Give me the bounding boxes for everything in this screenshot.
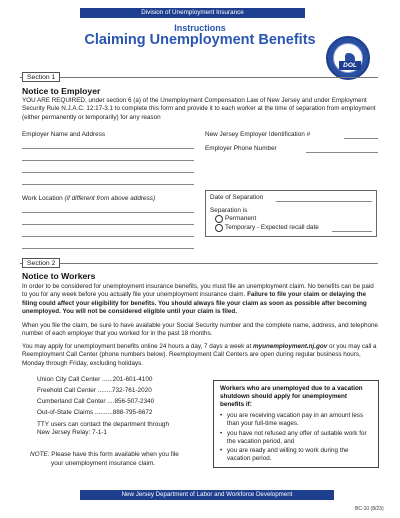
work-location-line-1[interactable]: [22, 212, 194, 213]
employer-name-line-4[interactable]: [22, 184, 194, 185]
employer-name-label: Employer Name and Address: [22, 131, 106, 138]
section1-paragraph: YOU ARE REQUIRED, under section 6 (a) of the Unemployment Compensation Law of New Jersey and under Employment Security Rule N.J.A.C. 12:17-3.1 to complete this form and provide it to each worker at the time of separation from employment (either permanently or temporarily) for any reason: [22, 97, 376, 121]
employer-id-label: New Jersey Employer Identification #: [205, 131, 311, 138]
section1-title: Notice to Employer: [22, 86, 101, 96]
employer-phone-label: Employer Phone Number: [205, 145, 277, 152]
temporary-label: Temporary - Expected recall date: [225, 224, 319, 231]
employer-name-line-3[interactable]: [22, 172, 194, 173]
section1-label: Section 1: [22, 72, 60, 82]
work-location-line-3[interactable]: [22, 236, 194, 237]
division-banner: Division of Unemployment Insurance: [80, 8, 305, 18]
employer-phone-field[interactable]: [306, 152, 378, 153]
separation-is-label: Separation is: [210, 207, 248, 214]
vacation-box-title: Workers who are unemployed due to a vacation shutdown should apply for unemployment benefits if:: [220, 385, 363, 408]
list-item: • you have not refused any offer of suitable work for the vacation period, and: [220, 430, 372, 446]
note-label: NOTE:: [30, 451, 50, 458]
section2-paragraph-1: [22, 283, 378, 316]
section2-divider: [20, 263, 378, 264]
work-location-line-4[interactable]: [22, 248, 194, 249]
section2-paragraph-2: When you file the claim, be sure to have available your Social Security number and the complete name, address, and telephone number of each employer that you worked for in the past 18 months.: [22, 322, 378, 338]
employer-name-line-2[interactable]: [22, 160, 194, 161]
note-line-2: your unemployment insurance claim.: [51, 460, 156, 467]
work-location-label: [22, 195, 155, 202]
call-center-union-city: Union City Call Center ......201-601-4100: [37, 376, 153, 383]
section1-divider: [20, 77, 378, 78]
list-item: • you are ready and willing to work during the vacation period.: [220, 447, 372, 463]
employer-name-line-1[interactable]: [22, 148, 194, 149]
work-location-note: (if different from above address): [64, 195, 156, 202]
form-number: BC-10 (8/23): [355, 506, 384, 512]
date-of-separation-field[interactable]: [276, 201, 372, 202]
permanent-radio[interactable]: [215, 215, 223, 223]
call-center-freehold: Freehold Call Center ........732-761-2020: [37, 387, 152, 394]
note-line-1: NOTE: Please have this form available when you file: [30, 451, 179, 458]
work-location-line-2[interactable]: [22, 224, 194, 225]
section2-label: Section 2: [22, 258, 60, 268]
department-footer: New Jersey Department of Labor and Workforce Development: [80, 490, 334, 500]
online-url-link[interactable]: myunemployment.nj.gov: [253, 343, 328, 350]
temporary-radio[interactable]: [215, 224, 223, 232]
call-center-cumberland: Cumberland Call Center ....856-507-2340: [37, 398, 155, 405]
employer-id-field[interactable]: [344, 138, 378, 139]
permanent-label: Permanent: [225, 215, 257, 222]
list-item: • you are receiving vacation pay in an amount less than your full-time wages.: [220, 412, 372, 428]
recall-date-field[interactable]: [332, 231, 372, 232]
dol-seal-logo: [326, 36, 370, 80]
section2-title: Notice to Workers: [22, 271, 96, 281]
seal-text: DOL: [339, 61, 361, 70]
page-title: Claiming Unemployment Benefits: [84, 32, 316, 48]
date-of-separation-label: Date of Separation: [210, 194, 264, 201]
tty-line-2: New Jersey Relay: 7-1-1: [37, 429, 107, 436]
call-center-out-of-state: Out-of-State Claims ..........888-795-6672: [37, 409, 153, 416]
vacation-shutdown-box: [213, 380, 379, 468]
instructions-heading: Instructions: [174, 23, 226, 33]
paragraph-1-text: In order to be considered for unemployment insurance benefits, you must file an unemployment claim. No benefits can be paid to you for any week before you actually file your unemployment insurance claim.: [22, 283, 374, 299]
paragraph-3-text-b: or you may call a Reemployment Call Center (phone numbers below). Reemployment Call Centers are open during regular business hours, Monday through Friday, excluding holidays.: [22, 343, 377, 367]
tty-line-1: TTY users can contact the department through: [37, 421, 170, 428]
paragraph-3-text-a: You may apply for unemployment benefits online 24 hours a day, 7 days a week at: [22, 343, 254, 350]
paragraph-1-bold: Failure to file your claim or delaying the filing could affect your eligibility for benefits. You should always file your claim as soon as possible after becoming unemployed. You will not be considered eligible until your claim is filed.: [22, 291, 367, 315]
work-location-label-text: Work Location: [22, 195, 63, 202]
separation-box: [205, 190, 377, 237]
seal-inner: [333, 43, 363, 73]
section2-paragraph-3: [22, 343, 378, 368]
vacation-box-list: [220, 412, 372, 463]
